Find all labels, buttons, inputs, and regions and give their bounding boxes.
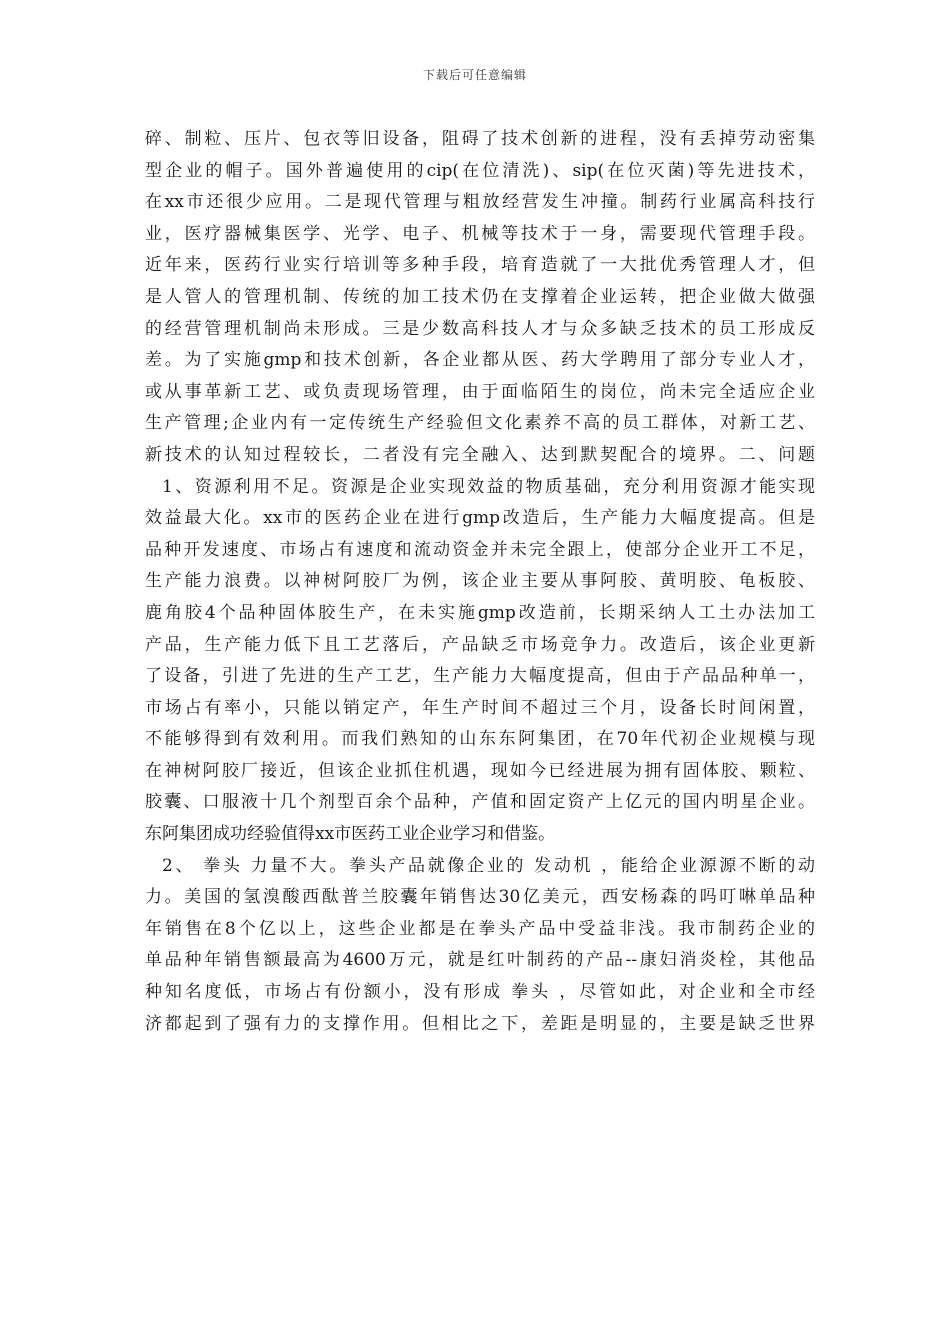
- text-line: 效益最大化。xx市的医药企业在进行gmp改造后，生产能力大幅度提高。但是: [145, 508, 815, 529]
- text-line: 了设备，引进了先进的生产工艺，生产能力大幅度提高，但由于产品品种单一，: [145, 666, 815, 687]
- text-line: 差。为了实施gmp和技术创新，各企业都从医、药大学聘用了部分专业人才，: [145, 350, 815, 371]
- text-line: 2、 拳头 力量不大。拳头产品就像企业的 发动机 ，能给企业源源不断的动: [162, 855, 815, 876]
- text-line: 济都起到了强有力的支撑作用。但相比之下，差距是明显的，主要是缺乏世界: [145, 1013, 815, 1034]
- page-header: 下载后可任意编辑: [422, 68, 527, 82]
- text-line: 产品，生产能力低下且工艺落后，产品缺乏市场竞争力。改造后，该企业更新: [145, 634, 815, 655]
- text-line: 近年来，医药行业实行培训等多种手段，培育造就了一大批优秀管理人才，但: [145, 255, 815, 276]
- text-line: 生产能力浪费。以神树阿胶厂为例，该企业主要从事阿胶、黄明胶、龟板胶、: [145, 571, 815, 592]
- text-line: 新技术的认知过程较长，二者没有完全融入、达到默契配合的境界。二、问题: [145, 444, 815, 465]
- text-line: 或从事革新工艺、或负责现场管理，由于面临陌生的岗位，尚未完全适应企业: [145, 381, 815, 402]
- text-line: 碎、制粒、压片、包衣等旧设备，阻碍了技术创新的进程，没有丢掉劳动密集: [145, 129, 815, 149]
- text-line: 东阿集团成功经验值得xx市医药工业企业学习和借鉴。: [145, 824, 556, 845]
- text-line: 是人管人的管理机制、传统的加工技术仍在支撑着企业运转，把企业做大做强: [145, 286, 815, 307]
- text-line: 型企业的帽子。国外普遍使用的cip(在位清洗)、sip(在位灭菌)等先进技术，: [145, 160, 815, 181]
- text-line: 的经营管理机制尚未形成。三是少数高科技人才与众多缺乏技术的员工形成反: [145, 318, 815, 339]
- text-line: 年销售在8个亿以上，这些企业都是在拳头产品中受益非浅。我市制药企业的: [145, 918, 815, 939]
- text-line: 胶囊、口服液十几个剂型百余个品种，产值和固定资产上亿元的国内明星企业。: [145, 792, 815, 813]
- text-line: 业，医疗器械集医学、光学、电子、机械等技术于一身，需要现代管理手段。: [145, 223, 815, 244]
- text-line: 在xx市还很少应用。二是现代管理与粗放经营发生冲撞。制药行业属高科技行: [145, 192, 815, 213]
- text-line: 不能够得到有效利用。而我们熟知的山东东阿集团，在70年代初企业规模与现: [145, 729, 815, 750]
- text-line: 品种开发速度、市场占有速度和流动资金并未完全跟上，使部分企业开工不足，: [145, 539, 815, 560]
- text-line: 生产管理;企业内有一定传统生产经验但文化素养不高的员工群体，对新工艺、: [145, 413, 815, 434]
- text-line: 鹿角胶4个品种固体胶生产，在未实施gmp改造前，长期采纳人工土办法加工: [145, 602, 815, 623]
- text-line: 1、资源利用不足。资源是企业实现效益的物质基础，充分利用资源才能实现: [162, 476, 815, 497]
- text-line: 力。美国的氢溴酸西酞普兰胶囊年销售达30亿美元，西安杨森的吗叮啉单品种: [145, 887, 815, 908]
- text-line: 种知名度低，市场占有份额小，没有形成 拳头 ，尽管如此，对企业和全市经: [145, 982, 815, 1003]
- text-line: 市场占有率小，只能以销定产，年生产时间不超过三个月，设备长时间闲置，: [145, 697, 815, 718]
- body-text: [145, 124, 815, 1040]
- text-line: 在神树阿胶厂接近，但该企业抓住机遇，现如今已经进展为拥有固体胶、颗粒、: [145, 760, 815, 781]
- text-line: 单品种年销售额最高为4600万元，就是红叶制药的产品--康妇消炎栓，其他品: [145, 950, 815, 971]
